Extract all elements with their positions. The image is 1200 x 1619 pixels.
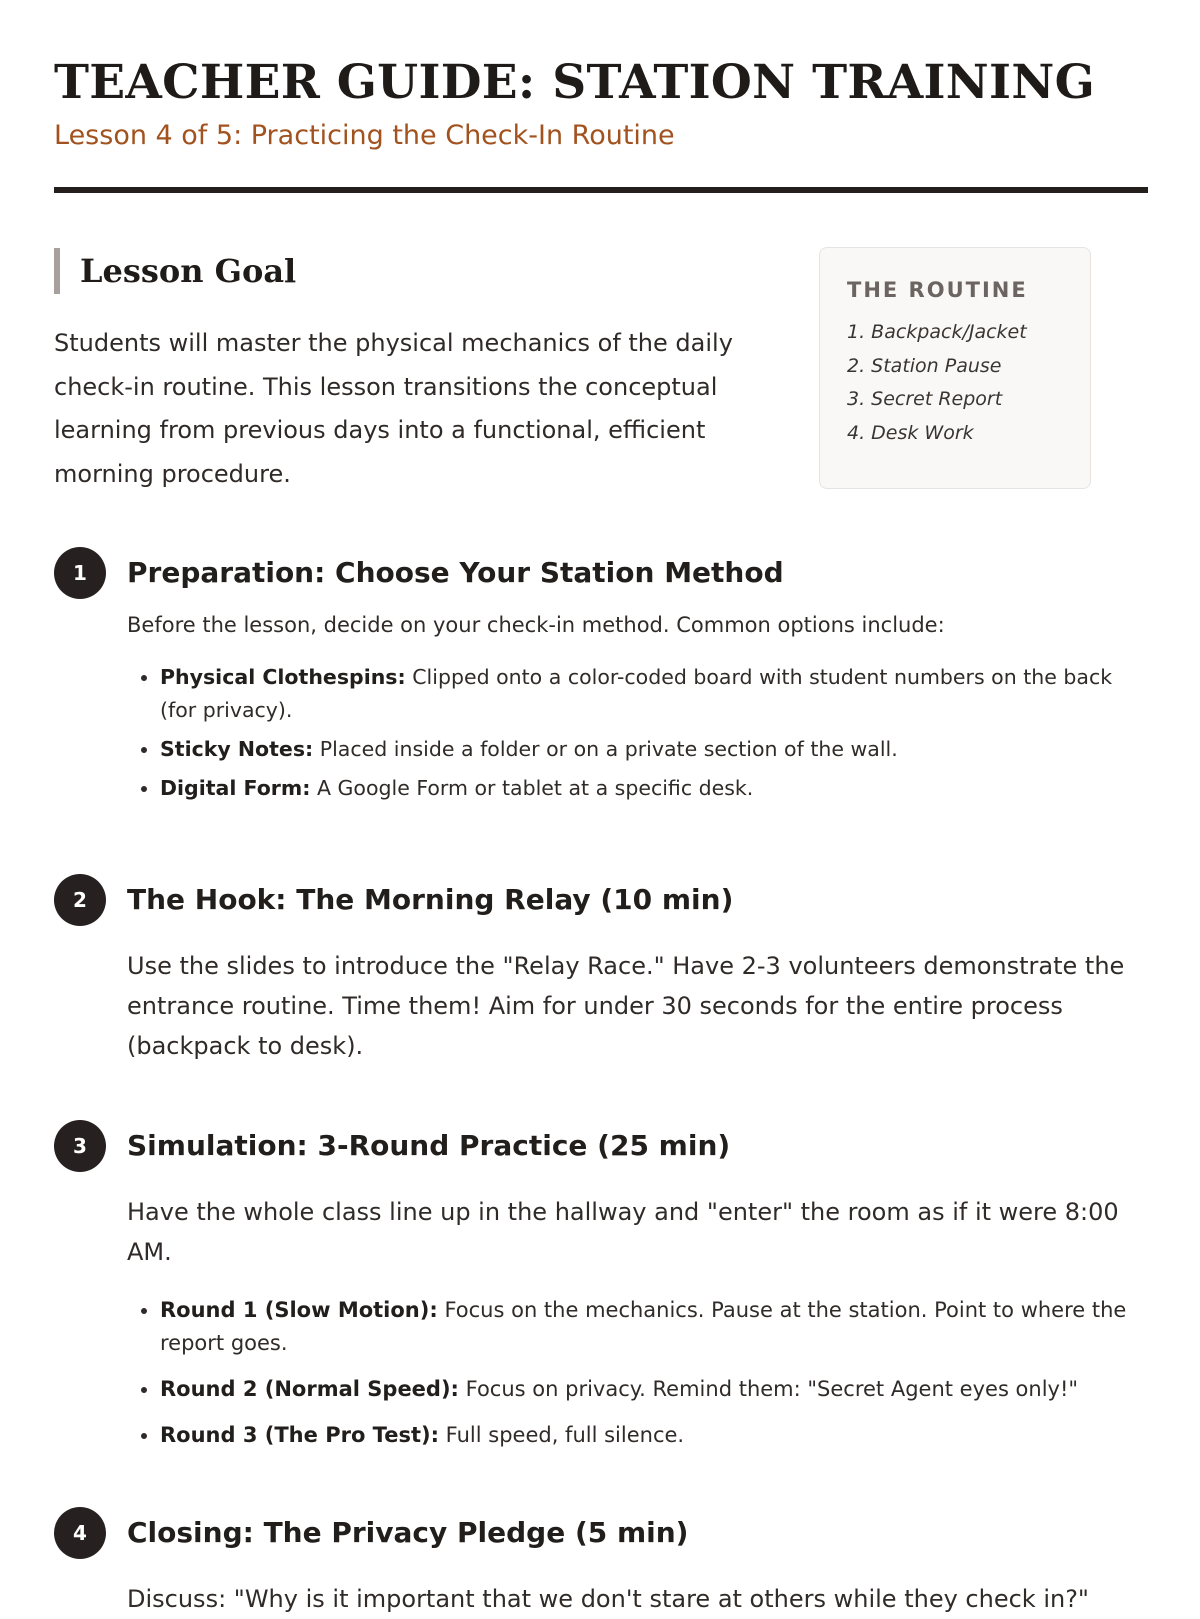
item-text: A Google Form or tablet at a specific desk.	[310, 776, 754, 800]
routine-item: 4. Desk Work	[847, 421, 974, 444]
step-text: Have the whole class line up in the hallway and "enter" the room as if it were 8:00 AM.	[127, 1198, 1119, 1266]
list-item	[160, 772, 1148, 805]
routine-item: 2. Station Pause	[847, 354, 1002, 377]
routine-title: THE ROUTINE	[847, 278, 1028, 302]
document-title: TEACHER GUIDE: STATION TRAINING	[54, 55, 1096, 110]
item-label: Digital Form:	[160, 776, 311, 800]
list-item	[160, 733, 1148, 766]
item-text: Full speed, full silence.	[439, 1423, 685, 1447]
item-label: Round 3 (The Pro Test):	[160, 1423, 439, 1447]
step-body	[127, 1579, 1148, 1619]
step-body	[127, 946, 1148, 1066]
step-body	[127, 1192, 1148, 1465]
item-label: Physical Clothespins:	[160, 665, 406, 689]
lesson-goal-heading: Lesson Goal	[54, 248, 296, 294]
list-item	[160, 1373, 1148, 1406]
step-body	[127, 609, 1148, 811]
item-text: Clipped onto a color-coded board with student numbers on the back (for privacy).	[160, 665, 1113, 722]
step-title: The Hook: The Morning Relay (10 min)	[127, 883, 734, 916]
step-number-badge: 3	[54, 1120, 106, 1172]
list-item	[160, 661, 1148, 727]
lesson-goal-text: Students will master the physical mechanics of the daily check-in routine. This lesson transitions the conceptual learning from previous days into a functional, efficient morning procedure.	[54, 329, 733, 488]
step-text: Use the slides to introduce the "Relay Race." Have 2-3 volunteers demonstrate the entrance routine. Time them! Aim for under 30 seconds for the entire process (backpack to desk).	[127, 952, 1125, 1060]
routine-sidebar	[819, 247, 1091, 489]
step-number-badge: 4	[54, 1507, 106, 1559]
list-item	[160, 1294, 1148, 1360]
step-number-badge: 1	[54, 547, 106, 599]
item-text: Focus on the mechanics. Pause at the station. Point to where the report goes.	[160, 1298, 1127, 1355]
routine-list	[847, 316, 1090, 450]
item-label: Sticky Notes:	[160, 737, 314, 761]
item-text: Focus on privacy. Remind them: "Secret Agent eyes only!"	[458, 1377, 1079, 1401]
title-divider	[54, 187, 1148, 193]
step-text: Discuss: "Why is it important that we don't stare at others while they check in?"	[127, 1585, 1089, 1613]
step-title: Preparation: Choose Your Station Method	[127, 556, 784, 589]
step-title: Closing: The Privacy Pledge (5 min)	[127, 1516, 689, 1549]
item-label: Round 1 (Slow Motion):	[160, 1298, 438, 1322]
step-number-badge: 2	[54, 874, 106, 926]
document-subtitle: Lesson 4 of 5: Practicing the Check-In Routine	[54, 120, 675, 151]
item-label: Round 2 (Normal Speed):	[160, 1377, 459, 1401]
list-item	[160, 1419, 1148, 1452]
step-intro: Before the lesson, decide on your check-in method. Common options include:	[127, 613, 945, 637]
practice-rounds-list	[127, 1294, 1148, 1452]
routine-item: 3. Secret Report	[847, 388, 1003, 410]
method-options-list	[127, 661, 1148, 805]
item-text: Placed inside a folder or on a private section of the wall.	[313, 737, 898, 761]
step-title: Simulation: 3-Round Practice (25 min)	[127, 1129, 731, 1162]
routine-item: 1. Backpack/Jacket	[847, 321, 1027, 343]
